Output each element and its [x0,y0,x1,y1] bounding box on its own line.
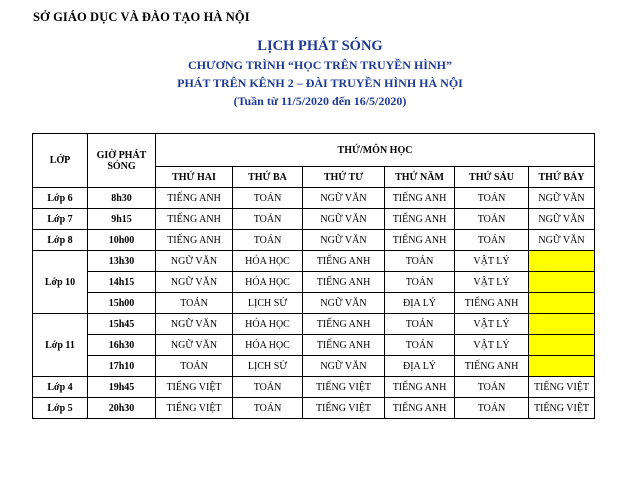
subject-cell: LỊCH SỬ [233,293,303,314]
broadcast-time-cell: 17h10 [88,356,156,377]
subject-cell: NGỮ VĂN [303,188,385,209]
subject-cell: TIẾNG VIỆT [303,377,385,398]
subject-cell: TOÁN [455,398,529,419]
schedule-row [33,335,595,356]
empty-slot-cell [529,335,595,356]
subject-cell: TOÁN [455,230,529,251]
subject-cell: TIẾNG VIỆT [529,398,595,419]
subject-cell: TOÁN [385,314,455,335]
organization-name: SỞ GIÁO DỤC VÀ ĐÀO TẠO HÀ NỘI [33,10,250,24]
subject-cell: NGỮ VĂN [529,209,595,230]
empty-slot-cell [529,314,595,335]
class-cell: Lớp 7 [33,209,88,230]
subject-cell: TOÁN [455,377,529,398]
schedule-row [33,356,595,377]
subject-cell: LỊCH SỬ [233,356,303,377]
broadcast-time-cell: 13h30 [88,251,156,272]
subject-cell: TOÁN [233,188,303,209]
schedule-row [33,314,595,335]
subject-cell: TOÁN [156,356,233,377]
subject-cell: NGỮ VĂN [303,293,385,314]
empty-slot-cell [529,293,595,314]
broadcast-time-cell: 9h15 [88,209,156,230]
day-header: THỨ SÁU [455,167,529,188]
broadcast-time-cell: 20h30 [88,398,156,419]
column-header-day-subject: THỨ/MÔN HỌC [156,134,595,167]
schedule-row [33,398,595,419]
subject-cell: HÓA HỌC [233,251,303,272]
subject-cell: VẬT LÝ [455,335,529,356]
subject-cell: VẬT LÝ [455,272,529,293]
day-header: THỨ TƯ [303,167,385,188]
class-cell: Lớp 11 [33,314,88,377]
subject-cell: TIẾNG ANH [303,335,385,356]
subject-cell: HÓA HỌC [233,272,303,293]
subject-cell: NGỮ VĂN [529,230,595,251]
schedule-row [33,272,595,293]
subject-cell: NGỮ VĂN [156,314,233,335]
schedule-body [33,188,595,419]
schedule-row [33,188,595,209]
empty-slot-cell [529,272,595,293]
subject-cell: TOÁN [455,209,529,230]
subject-cell: NGỮ VĂN [303,356,385,377]
subject-cell: NGỮ VĂN [156,251,233,272]
broadcast-time-cell: 8h30 [88,188,156,209]
subject-cell: TOÁN [233,398,303,419]
week-range: (Tuần từ 11/5/2020 đến 16/5/2020) [233,94,407,108]
subject-cell: TIẾNG ANH [385,209,455,230]
broadcast-time-cell: 15h00 [88,293,156,314]
subject-cell: TIẾNG ANH [156,230,233,251]
class-cell: Lớp 8 [33,230,88,251]
schedule-row [33,293,595,314]
subject-cell: TIẾNG ANH [455,356,529,377]
subject-cell: TOÁN [385,272,455,293]
subject-cell: NGỮ VĂN [303,209,385,230]
channel-info: PHÁT TRÊN KÊNH 2 – ĐÀI TRUYỀN HÌNH HÀ NỘI [177,76,463,90]
page-title: LỊCH PHÁT SÓNG [257,38,383,54]
subject-cell: TIẾNG ANH [385,188,455,209]
class-cell: Lớp 10 [33,251,88,314]
broadcast-time-cell: 15h45 [88,314,156,335]
schedule-row [33,209,595,230]
subject-cell: TOÁN [385,251,455,272]
schedule-row [33,377,595,398]
subject-cell: TIẾNG ANH [385,377,455,398]
subject-cell: VẬT LÝ [455,251,529,272]
broadcast-time-cell: 16h30 [88,335,156,356]
subject-cell: HÓA HỌC [233,335,303,356]
subject-cell: NGỮ VĂN [156,335,233,356]
schedule-row [33,230,595,251]
subject-cell: TIẾNG ANH [385,230,455,251]
subject-cell: TIẾNG ANH [156,209,233,230]
subject-cell: TIẾNG ANH [455,293,529,314]
day-header: THỨ BA [233,167,303,188]
subject-cell: HÓA HỌC [233,314,303,335]
class-cell: Lớp 6 [33,188,88,209]
subject-cell: TOÁN [156,293,233,314]
subject-cell: TIẾNG VIỆT [156,377,233,398]
subject-cell: NGỮ VĂN [303,230,385,251]
subject-cell: TOÁN [233,377,303,398]
subject-cell: NGỮ VĂN [156,272,233,293]
subject-cell: TIẾNG ANH [303,314,385,335]
broadcast-time-cell: 19h45 [88,377,156,398]
class-cell: Lớp 4 [33,377,88,398]
broadcast-time-cell: 10h00 [88,230,156,251]
day-header: THỨ HAI [156,167,233,188]
class-cell: Lớp 5 [33,398,88,419]
subject-cell: TIẾNG ANH [303,272,385,293]
column-header-time: GIỜ PHÁT SÓNG [88,134,156,188]
broadcast-time-cell: 14h15 [88,272,156,293]
column-header-class: LỚP [33,134,88,188]
subject-cell: TOÁN [233,230,303,251]
subject-cell: NGỮ VĂN [529,188,595,209]
subject-cell: ĐỊA LÝ [385,356,455,377]
broadcast-schedule-table [32,133,595,419]
program-name: CHƯƠNG TRÌNH “HỌC TRÊN TRUYỀN HÌNH” [188,58,452,72]
day-header: THỨ BẢY [529,167,595,188]
schedule-row [33,251,595,272]
subject-cell: TIẾNG VIỆT [529,377,595,398]
day-header: THỨ NĂM [385,167,455,188]
subject-cell: ĐỊA LÝ [385,293,455,314]
subject-cell: TIẾNG ANH [385,398,455,419]
subject-cell: TIẾNG ANH [156,188,233,209]
subject-cell: VẬT LÝ [455,314,529,335]
subject-cell: TIẾNG VIỆT [156,398,233,419]
subject-cell: TOÁN [233,209,303,230]
empty-slot-cell [529,251,595,272]
subject-cell: TOÁN [385,335,455,356]
subject-cell: TOÁN [455,188,529,209]
empty-slot-cell [529,356,595,377]
subject-cell: TIẾNG VIỆT [303,398,385,419]
subject-cell: TIẾNG ANH [303,251,385,272]
